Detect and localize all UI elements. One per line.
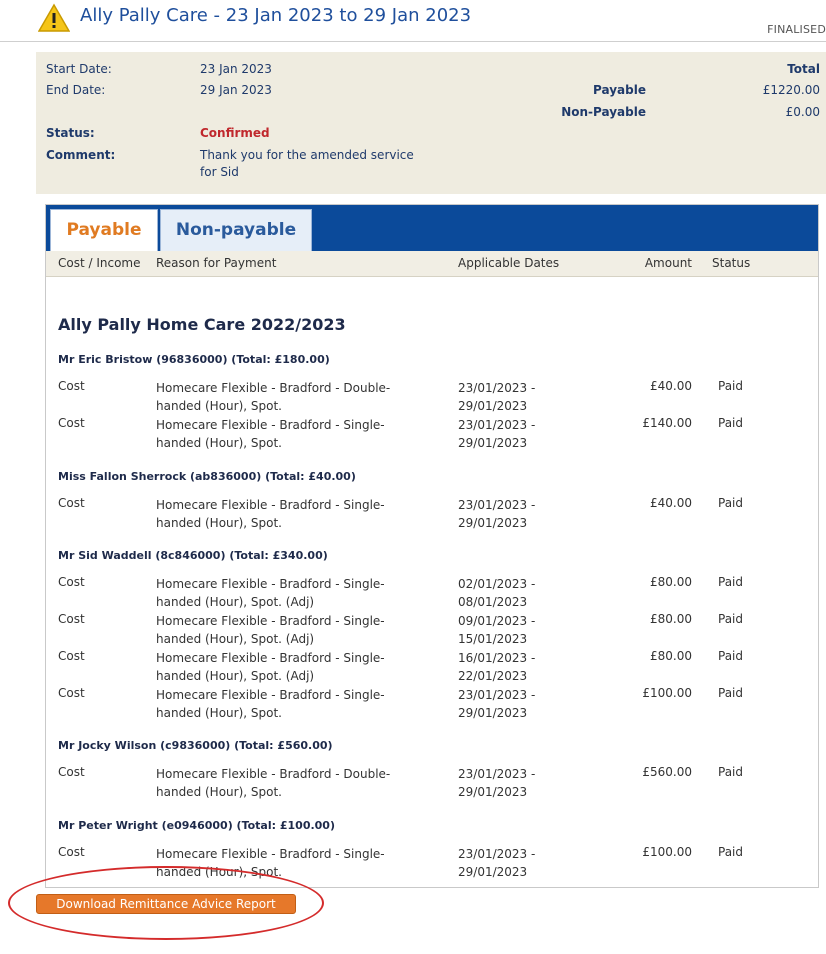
row-reason-line-2: handed (Hour), Spot. <box>156 516 282 530</box>
col-amount: Amount <box>644 256 692 270</box>
col-status: Status <box>712 256 751 270</box>
row-amount: £40.00 <box>650 496 692 510</box>
payment-row <box>46 379 818 415</box>
row-date-end: 29/01/2023 <box>458 706 528 720</box>
client-header: Mr Eric Bristow (96836000) (Total: £180.00) <box>58 353 330 366</box>
provider-section-title: Ally Pally Home Care 2022/2023 <box>58 315 346 334</box>
row-reason-line-1: Homecare Flexible - Bradford - Double- <box>156 767 391 781</box>
row-status: Paid <box>718 416 744 430</box>
row-reason-line-2: handed (Hour), Spot. (Adj) <box>156 595 315 609</box>
row-reason-line-2: handed (Hour), Spot. <box>156 399 282 413</box>
row-type: Cost <box>58 845 85 859</box>
row-reason-line-1: Homecare Flexible - Bradford - Single- <box>156 418 385 432</box>
row-reason-line-1: Homecare Flexible - Bradford - Single- <box>156 688 385 702</box>
row-date-start: 16/01/2023 - <box>458 651 536 665</box>
row-date-end: 29/01/2023 <box>458 399 528 413</box>
row-date-end: 15/01/2023 <box>458 632 528 646</box>
row-reason <box>156 575 426 611</box>
row-date-start: 23/01/2023 - <box>458 498 536 512</box>
row-date-end: 29/01/2023 <box>458 865 528 879</box>
col-reason: Reason for Payment <box>156 256 277 270</box>
comment-line-1: Thank you for the amended service <box>200 148 414 162</box>
row-status: Paid <box>718 686 744 700</box>
row-dates <box>458 612 568 648</box>
row-date-end: 29/01/2023 <box>458 516 528 530</box>
payable-label: Payable <box>593 83 646 97</box>
payment-row <box>46 416 818 452</box>
row-amount: £560.00 <box>642 765 692 779</box>
client-header: Mr Sid Waddell (8c846000) (Total: £340.00) <box>58 549 328 562</box>
row-reason-line-2: handed (Hour), Spot. <box>156 865 282 879</box>
row-status: Paid <box>718 379 744 393</box>
tab-non-payable[interactable]: Non-payable <box>160 209 312 251</box>
row-type: Cost <box>58 612 85 626</box>
row-status: Paid <box>718 575 744 589</box>
download-remittance-button[interactable]: Download Remittance Advice Report <box>36 894 296 914</box>
payment-row <box>46 649 818 685</box>
row-date-start: 09/01/2023 - <box>458 614 536 628</box>
row-type: Cost <box>58 575 85 589</box>
payment-row <box>46 612 818 648</box>
row-amount: £80.00 <box>650 612 692 626</box>
row-date-end: 08/01/2023 <box>458 595 528 609</box>
row-amount: £100.00 <box>642 686 692 700</box>
row-status: Paid <box>718 765 744 779</box>
row-date-start: 23/01/2023 - <box>458 847 536 861</box>
row-reason <box>156 686 426 722</box>
row-date-start: 23/01/2023 - <box>458 688 536 702</box>
page-title: Ally Pally Care - 23 Jan 2023 to 29 Jan 2023 <box>80 5 472 26</box>
column-header-row <box>46 251 818 277</box>
row-amount: £140.00 <box>642 416 692 430</box>
row-status: Paid <box>718 649 744 663</box>
row-type: Cost <box>58 496 85 510</box>
row-dates <box>458 575 568 611</box>
comment-label: Comment: <box>46 148 116 162</box>
row-reason-line-2: handed (Hour), Spot. (Adj) <box>156 632 315 646</box>
status-value: Confirmed <box>200 126 270 140</box>
row-amount: £80.00 <box>650 649 692 663</box>
row-dates <box>458 379 568 415</box>
row-dates <box>458 649 568 685</box>
payment-row <box>46 496 818 532</box>
row-reason <box>156 379 426 415</box>
row-date-start: 23/01/2023 - <box>458 418 536 432</box>
row-amount: £100.00 <box>642 845 692 859</box>
row-status: Paid <box>718 612 744 626</box>
row-type: Cost <box>58 416 85 430</box>
warning-icon <box>38 3 70 33</box>
row-dates <box>458 686 568 722</box>
row-date-end: 29/01/2023 <box>458 785 528 799</box>
nonpayable-label: Non-Payable <box>561 105 646 119</box>
row-status: Paid <box>718 845 744 859</box>
summary-panel <box>36 52 826 194</box>
row-reason-line-1: Homecare Flexible - Bradford - Single- <box>156 577 385 591</box>
row-status: Paid <box>718 496 744 510</box>
total-label: Total <box>787 62 820 76</box>
row-type: Cost <box>58 765 85 779</box>
row-dates <box>458 496 568 532</box>
payments-list <box>46 277 818 888</box>
row-date-end: 22/01/2023 <box>458 669 528 683</box>
row-type: Cost <box>58 686 85 700</box>
status-label: Status: <box>46 126 95 140</box>
payable-value: £1220.00 <box>762 83 820 97</box>
client-header: Mr Peter Wright (e0946000) (Total: £100.00) <box>58 819 335 832</box>
client-header: Mr Jocky Wilson (c9836000) (Total: £560.00) <box>58 739 333 752</box>
row-type: Cost <box>58 379 85 393</box>
client-header: Miss Fallon Sherrock (ab836000) (Total: £40.00) <box>58 470 356 483</box>
row-dates <box>458 765 568 801</box>
row-reason-line-2: handed (Hour), Spot. <box>156 785 282 799</box>
row-reason <box>156 765 426 801</box>
payment-row <box>46 765 818 801</box>
nonpayable-value: £0.00 <box>785 105 820 119</box>
row-reason-line-1: Homecare Flexible - Bradford - Single- <box>156 847 385 861</box>
row-reason <box>156 416 426 452</box>
payments-panel <box>45 204 819 888</box>
row-reason-line-2: handed (Hour), Spot. <box>156 436 282 450</box>
row-amount: £80.00 <box>650 575 692 589</box>
tab-bar <box>46 205 818 251</box>
page-header <box>0 0 826 42</box>
row-reason <box>156 496 426 532</box>
row-reason <box>156 649 426 685</box>
row-date-start: 23/01/2023 - <box>458 381 536 395</box>
row-amount: £40.00 <box>650 379 692 393</box>
finalised-badge: FINALISED <box>767 23 826 36</box>
payment-row <box>46 575 818 611</box>
col-dates: Applicable Dates <box>458 256 560 270</box>
row-type: Cost <box>58 649 85 663</box>
comment-line-2: for Sid <box>200 165 239 179</box>
row-dates <box>458 845 568 881</box>
start-date-label: Start Date: <box>46 62 112 76</box>
payment-row <box>46 686 818 722</box>
start-date-value: 23 Jan 2023 <box>200 62 272 76</box>
end-date-label: End Date: <box>46 83 106 97</box>
row-date-start: 23/01/2023 - <box>458 767 536 781</box>
row-reason-line-1: Homecare Flexible - Bradford - Single- <box>156 498 385 512</box>
end-date-value: 29 Jan 2023 <box>200 83 272 97</box>
row-reason-line-1: Homecare Flexible - Bradford - Double- <box>156 381 391 395</box>
row-reason-line-1: Homecare Flexible - Bradford - Single- <box>156 614 385 628</box>
row-reason-line-1: Homecare Flexible - Bradford - Single- <box>156 651 385 665</box>
row-date-start: 02/01/2023 - <box>458 577 536 591</box>
row-dates <box>458 416 568 452</box>
row-reason-line-2: handed (Hour), Spot. <box>156 706 282 720</box>
col-cost-income: Cost / Income <box>58 256 141 270</box>
row-date-end: 29/01/2023 <box>458 436 528 450</box>
row-reason-line-2: handed (Hour), Spot. (Adj) <box>156 669 315 683</box>
row-reason <box>156 612 426 648</box>
tab-payable[interactable]: Payable <box>50 209 158 251</box>
